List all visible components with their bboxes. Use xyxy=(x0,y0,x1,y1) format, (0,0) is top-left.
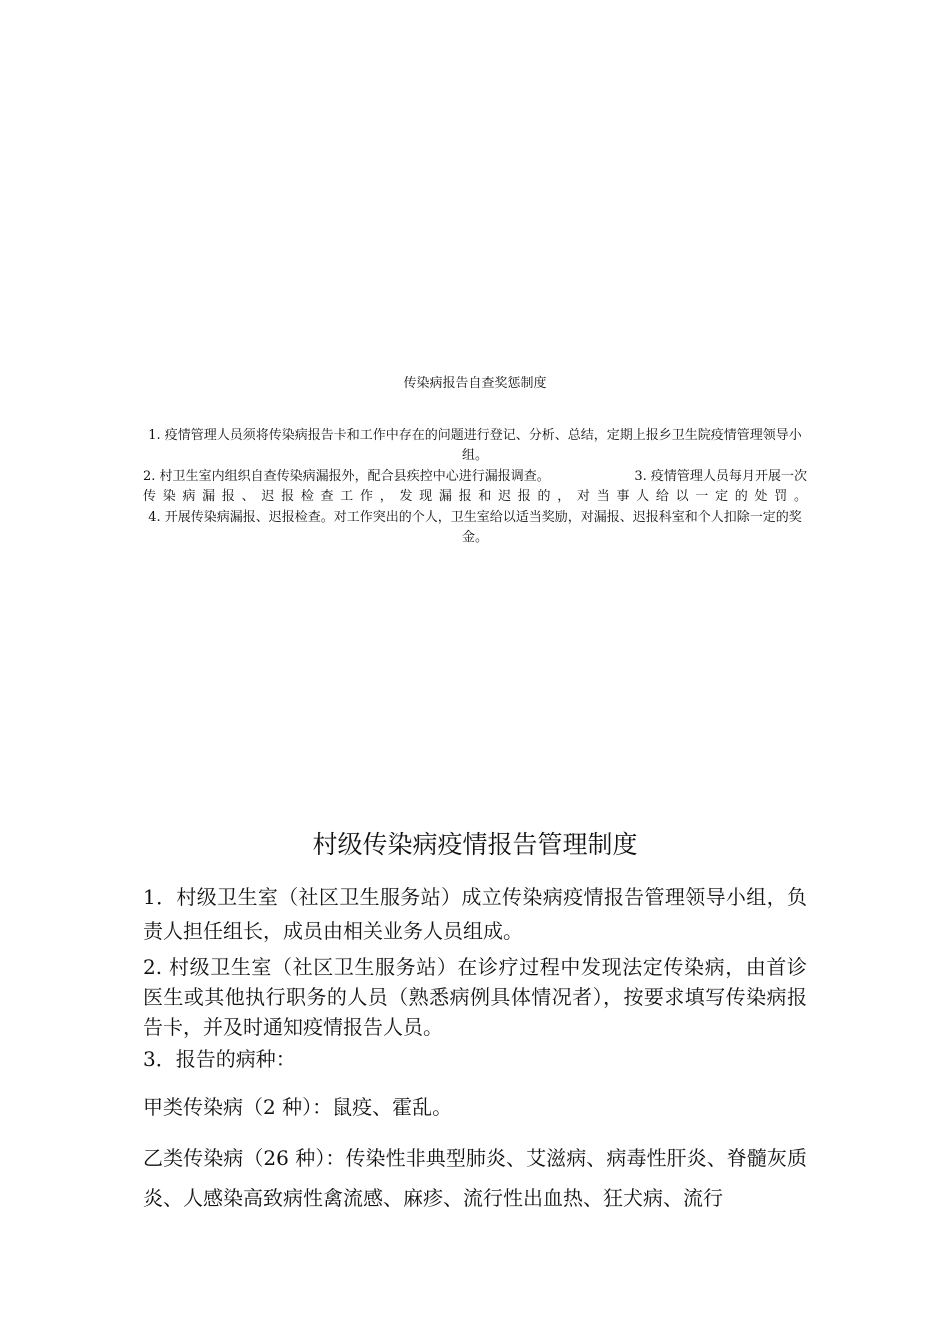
rewards-body xyxy=(143,426,807,549)
management-body xyxy=(143,880,807,1218)
rewards-item-4: 4. 开展传染病漏报、迟报检查。对工作突出的个人，卫生室给以适当奖励，对漏报、迟报科室和个人扣除一定的奖金。 xyxy=(148,510,802,545)
management-title: 村级传染病疫情报告管理制度 xyxy=(312,830,638,859)
rewards-item-2: 2. 村卫生室内组织自查传染病漏报外，配合县疾控中心进行漏报调查。 xyxy=(143,469,544,484)
rewards-item-1: 1. 疫情管理人员须将传染病报告卡和工作中存在的问题进行登记、分析、总结，定期上报乡卫生院疫情管理领导小组。 xyxy=(148,428,802,463)
management-item-2: 2. 村级卫生室（社区卫生服务站）在诊疗过程中发现法定传染病，由首诊医生或其他执行职务的人员（熟悉病例具体情况者），按要求填写传染病报告卡，并及时通知疫情报告人员。 xyxy=(143,955,807,1039)
rewards-title: 传染病报告自查奖惩制度 xyxy=(403,376,547,391)
disease-class-a: 甲类传染病（2 种）：鼠疫、霍乱。 xyxy=(143,1095,453,1119)
rewards-item-2-3 xyxy=(143,467,807,507)
management-item-1: 1．村级卫生室（社区卫生服务站）成立传染病疫情报告管理领导小组，负责人担任组长，成员由相关业务人员组成。 xyxy=(143,885,807,943)
disease-class-b: 乙类传染病（26 种）：传染性非典型肺炎、艾滋病、病毒性肝炎、脊髓灰质炎、人感染高致病性禽流感、麻疹、流行性出血热、狂犬病、流行 xyxy=(143,1146,807,1210)
rewards-item-3: 3. 疫情管理人员每月开展一次传染病漏报、迟报检查工作，发现漏报和迟报的，对当事人给以一定的处罚。 xyxy=(143,469,807,504)
management-item-3: 3．报告的病种： xyxy=(143,1047,296,1071)
